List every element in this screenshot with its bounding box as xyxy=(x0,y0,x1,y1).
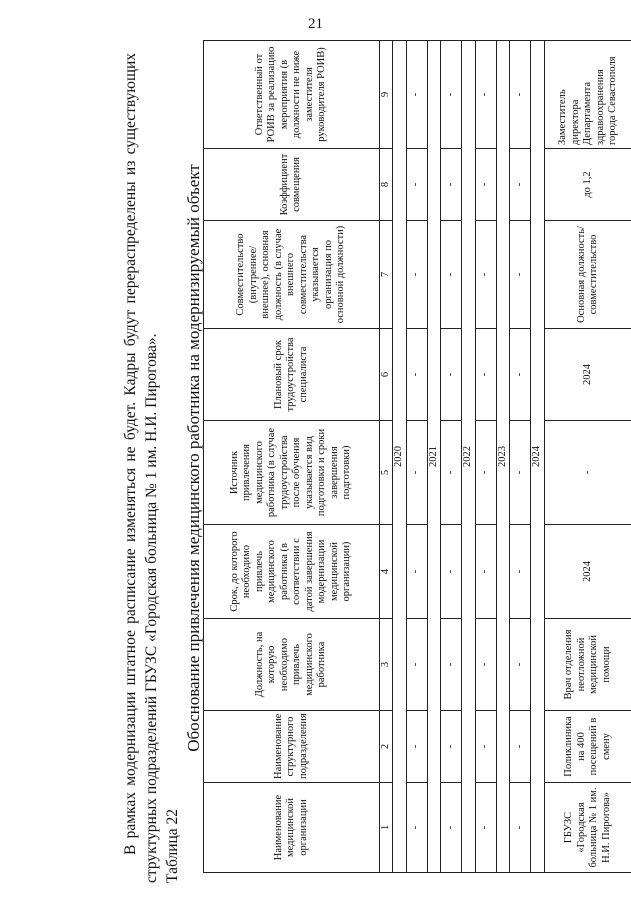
dash-cell: - xyxy=(475,711,496,783)
dash-cell: - xyxy=(441,221,462,329)
combination-cell: Основная должность/ совместительство xyxy=(544,221,631,329)
position-cell: Врач отделения неотложной медицинской помощи xyxy=(544,619,631,711)
dash-cell: - xyxy=(441,783,462,873)
rotated-page-content xyxy=(120,33,620,883)
dash-cell: - xyxy=(510,221,531,329)
dash-cell: - xyxy=(406,329,427,421)
planned-term-cell: 2024 xyxy=(544,329,631,421)
dash-cell: - xyxy=(441,619,462,711)
dash-cell: - xyxy=(510,525,531,619)
unit-cell: Поликлиника на 400 посещений в смену xyxy=(544,711,631,783)
header-row xyxy=(204,41,380,873)
header-cell: Наименование медицинской организации xyxy=(204,783,380,873)
column-number: 6 xyxy=(379,329,393,421)
column-number: 3 xyxy=(379,619,393,711)
column-number: 5 xyxy=(379,421,393,525)
table-row xyxy=(510,41,531,873)
dash-cell: - xyxy=(441,711,462,783)
header-cell: Коэффициент совмещения xyxy=(204,149,380,221)
table-title: Обоснование привлечения медицинского работника на модернизируемый объект xyxy=(184,164,203,752)
year-cell: 2022 xyxy=(462,41,476,873)
header-cell: Наименование структурного подразделения xyxy=(204,711,380,783)
page-number: 21 xyxy=(308,16,323,32)
dash-cell: - xyxy=(406,711,427,783)
column-number: 4 xyxy=(379,525,393,619)
dash-cell: - xyxy=(475,149,496,221)
coefficient-cell: до 1,2 xyxy=(544,149,631,221)
dash-cell: - xyxy=(406,149,427,221)
column-number: 8 xyxy=(379,149,393,221)
dash-cell: - xyxy=(475,525,496,619)
column-number: 1 xyxy=(379,783,393,873)
organization-cell: ГБУЗС «Городская больница № 1 им. Н.И. Пирогова» xyxy=(544,783,631,873)
column-number: 2 xyxy=(379,711,393,783)
table-row xyxy=(475,41,496,873)
table-row xyxy=(406,41,427,873)
dash-cell: - xyxy=(406,525,427,619)
dash-cell: - xyxy=(406,619,427,711)
header-cell: Ответственный от РОИВ за реализацию мероприятия (в должности не ниже заместителя руководителя РОИВ) xyxy=(204,41,380,149)
dash-cell: - xyxy=(406,41,427,149)
dash-cell: - xyxy=(475,41,496,149)
header-cell: Источник привлечения медицинского работника (в случае трудоустройства после обучения указывается вид подготовки и сроки завершения подготовки) xyxy=(204,421,380,525)
dash-cell: - xyxy=(510,421,531,525)
source-cell: - xyxy=(544,421,631,525)
dash-cell: - xyxy=(441,525,462,619)
dash-cell: - xyxy=(510,619,531,711)
year-cell: 2021 xyxy=(427,41,441,873)
dash-cell: - xyxy=(406,221,427,329)
dash-cell: - xyxy=(475,329,496,421)
justification-table xyxy=(203,40,631,873)
table-row xyxy=(544,41,631,873)
dash-cell: - xyxy=(510,41,531,149)
dash-cell: - xyxy=(475,421,496,525)
dash-cell: - xyxy=(441,329,462,421)
year-cell: 2023 xyxy=(496,41,510,873)
dash-cell: - xyxy=(475,783,496,873)
dash-cell: - xyxy=(441,41,462,149)
dash-cell: - xyxy=(406,421,427,525)
year-row xyxy=(393,41,407,873)
table-row xyxy=(441,41,462,873)
dash-cell: - xyxy=(441,149,462,221)
year-row xyxy=(427,41,441,873)
dash-cell: - xyxy=(510,711,531,783)
year-row xyxy=(531,41,545,873)
dash-cell: - xyxy=(441,421,462,525)
header-cell: Плановый срок трудоустройства специалиста xyxy=(204,329,380,421)
responsible-cell: Заместитель директора Департамента здравоохранения города Севастополя xyxy=(544,41,631,149)
year-row xyxy=(462,41,476,873)
year-cell: 2020 xyxy=(393,41,407,873)
dash-cell: - xyxy=(510,149,531,221)
year-row xyxy=(496,41,510,873)
header-cell: Срок, до которого необходимо привлечь медицинского работника (в соответствии с датой завершения модернизации медицинской организации) xyxy=(204,525,380,619)
year-cell: 2024 xyxy=(531,41,545,873)
deadline-cell: 2024 xyxy=(544,525,631,619)
column-number: 7 xyxy=(379,221,393,329)
column-number-row xyxy=(379,41,393,873)
dash-cell: - xyxy=(406,783,427,873)
header-cell: Совместительство (внутреннее/внешнее), основная должность (в случае внешнего совместительства указывается организация по основной должности) xyxy=(204,221,380,329)
dash-cell: - xyxy=(510,783,531,873)
dash-cell: - xyxy=(510,329,531,421)
dash-cell: - xyxy=(475,221,496,329)
header-cell: Должность, на которую необходимо привлечь медицинского работника xyxy=(204,619,380,711)
table-label: Таблица 22 xyxy=(164,808,181,883)
intro-paragraph: В рамках модернизации штатное расписание изменяться не будет. Кадры будут перераспределены из существующих структурных подразделений ГБУЗС «Городская больница № 1 им. Н.И. Пирогова». xyxy=(122,53,160,883)
dash-cell: - xyxy=(475,619,496,711)
column-number: 9 xyxy=(379,41,393,149)
